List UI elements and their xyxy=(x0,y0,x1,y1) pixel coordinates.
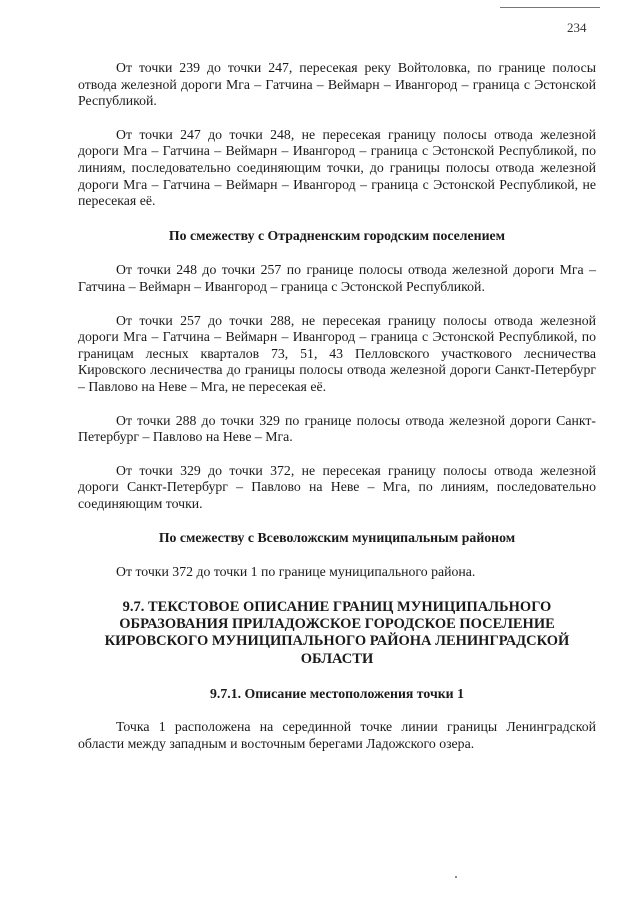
paragraph: От точки 239 до точки 247, пересекая реку Войтоловка, по границе полосы отвода железной дороги Мга – Гатчина – Веймарн – Ивангород – граница с Эстонской Республикой. xyxy=(78,60,596,109)
subsection-heading: 9.7.1. Описание местоположения точки 1 xyxy=(210,685,464,701)
section-heading: По смежеству с Всеволожским муниципальным районом xyxy=(158,530,516,546)
document-body xyxy=(78,60,596,753)
paragraph: Точка 1 расположена на серединной точке линии границы Ленинградской области между западным и восточным берегами Ладожского озера. xyxy=(78,719,596,752)
paragraph: От точки 247 до точки 248, не пересекая границу полосы отвода железной дороги Мга – Гатчина – Веймарн – Ивангород – граница с Эстонской Республикой, по линиям, последовательно соединяющим точки, до границы полосы отвода железной дороги Мга – Гатчина – Веймарн – Ивангород – граница с Эстонской Республикой, не пересекая её. xyxy=(78,126,596,209)
section-heading: По смежеству с Отрадненским городским поселением xyxy=(168,227,506,243)
page-number: 234 xyxy=(567,20,587,35)
paragraph: От точки 329 до точки 372, не пересекая границу полосы отвода железной дороги Санкт-Петербург – Павлово на Неве – Мга, по линиям, последовательно соединяющим точки. xyxy=(78,462,596,511)
top-rule xyxy=(500,7,600,8)
chapter-title: 9.7. ТЕКСТОВОЕ ОПИСАНИЕ ГРАНИЦ МУНИЦИПАЛЬНОГО ОБРАЗОВАНИЯ ПРИЛАДОЖСКОЕ ГОРОДСКОЕ ПОСЕЛЕНИЕ КИРОВСКОГО МУНИЦИПАЛЬНОГО РАЙОНА ЛЕНИНГРАДСКОЙ ОБЛАСТИ xyxy=(104,598,570,667)
paragraph: От точки 248 до точки 257 по границе полосы отвода железной дороги Мга – Гатчина – Веймарн – Ивангород – граница с Эстонской Республикой. xyxy=(78,262,596,294)
paragraph: От точки 372 до точки 1 по границе муниципального района. xyxy=(116,564,476,580)
paragraph: От точки 257 до точки 288, не пересекая границу полосы отвода железной дороги Мга – Гатчина – Веймарн – Ивангород – граница с Эстонской Республикой, по границам лесных кварталов 73, 51, 43 Пелловского участкового лесничества Кировского лесничества до границы полосы отвода железной дороги Санкт-Петербург – Павлово на Неве – Мга, не пересекая её. xyxy=(78,312,596,394)
paragraph: От точки 288 до точки 329 по границе полосы отвода железной дороги Санкт-Петербург – Павлово на Неве – Мга. xyxy=(78,412,596,445)
scan-speck xyxy=(455,876,457,878)
